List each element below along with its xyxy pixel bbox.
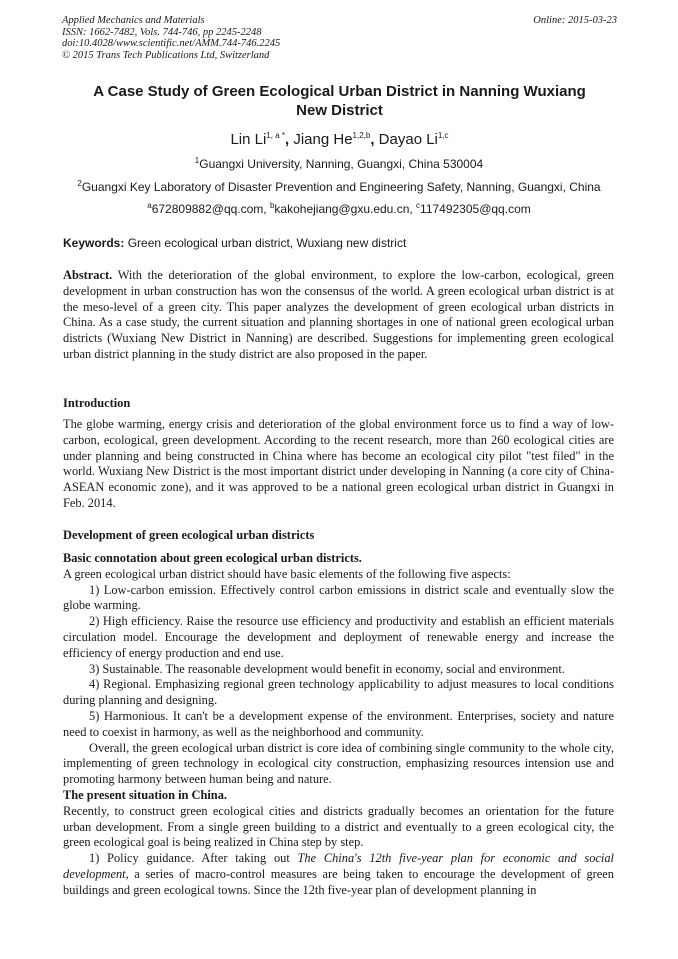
abstract-text: With the deterioration of the global environment, to explore the low-carbon, ecological, green development in urban construction has won the consensus of the world. A green ecological urban district is at the meso-level of a green city. This paper analyzes the development of green ecological urban districts in China. As a case study, the current situation and planning shortages in one of national green ecological urban districts (Wuxiang New District in Nanning) are described. Suggestions for implementing green ecological urban district planning in the study district are also proposed in the paper. <box>63 268 614 361</box>
plan-title: The China's 12th five-year plan for economic and social development <box>63 851 614 881</box>
author-sup: 1, a * <box>266 131 285 140</box>
author-name: Dayao Li <box>378 131 438 148</box>
email-address[interactable]: 672809882@qq.com, <box>151 202 270 216</box>
overall-paragraph: Overall, the green ecological urban district is core idea of combining single community to the whole city, implementing of green technology in ecological city construction, emphasizing resources intension use and promoting harmony between human being and nature. <box>63 740 614 787</box>
introduction-heading: Introduction <box>63 396 131 410</box>
policy-guidance-paragraph <box>63 851 614 898</box>
present-situation-heading: The present situation in China. <box>63 787 227 802</box>
title-line-1: A Case Study of Green Ecological Urban District in Nanning Wuxiang <box>93 83 586 100</box>
email-sup: c <box>416 201 421 210</box>
author-name: Lin Li <box>230 131 267 148</box>
doi-line: doi:10.4028/www.scientific.net/AMM.744-746.2245 <box>62 38 281 50</box>
affiliation-text: Guangxi University, Nanning, Guangxi, China 530004 <box>199 157 484 171</box>
email-address[interactable]: kakohejiang@gxu.edu.cn, <box>274 202 417 216</box>
keywords-text: Green ecological urban district, Wuxiang new district <box>127 236 407 250</box>
affiliation-sup: 1 <box>194 156 200 165</box>
development-heading: Development of green ecological urban districts <box>63 528 315 542</box>
aspect-item: 4) Regional. Emphasizing regional green technology applicability to adjust measures to local conditions during planning and designing. <box>63 677 614 708</box>
aspect-item: 3) Sustainable. The reasonable development would benefit in economy, social and environment. <box>89 661 565 676</box>
issn-line: ISSN: 1662-7482, Vols. 744-746, pp 2245-2248 <box>62 26 262 38</box>
email-sup: a <box>147 201 152 210</box>
author-name: Jiang He <box>293 131 353 148</box>
present-situation-text: Recently, to construct green ecological cities and districts gradually becomes an orientation for the future urban development. From a single green building to a district and eventually to a green ecological city, the green ecological goal is being realized in China step by step. <box>63 803 614 850</box>
journal-name: Applied Mechanics and Materials <box>62 15 205 26</box>
aspect-item: 1) Low-carbon emission. Effectively control carbon emissions in district scale and eventually slow the globe warming. <box>63 582 614 613</box>
copyright-line: © 2015 Trans Tech Publications Ltd, Switzerland <box>62 49 270 61</box>
author-list <box>62 131 617 149</box>
basic-intro: A green ecological urban district should have basic elements of the following five aspects: <box>63 566 511 581</box>
keywords <box>63 236 618 251</box>
aspect-item: 2) High efficiency. Raise the resource use efficiency and productivity and establish an efficient materials circulation model. Encourage the development and deployment of renewable energy and increase the efficiency of energy production and end use. <box>63 614 614 660</box>
email-address[interactable]: 117492305@qq.com <box>420 202 531 216</box>
online-date: Online: 2015-03-23 <box>533 15 617 26</box>
title-line-2: New District <box>296 102 383 119</box>
paper-title <box>62 82 617 120</box>
policy-text: , a series of macro-control measures are being taken to encourage the development of green buildings and green ecological towns. Since the 12th five-year plan of development planning in <box>63 866 614 897</box>
development-heading-block <box>63 528 614 544</box>
basic-connotation-heading: Basic connotation about green ecological urban districts. <box>63 551 362 565</box>
abstract-label: Abstract. <box>63 268 113 282</box>
affiliation-sup: 2 <box>77 179 82 188</box>
author-sep: , <box>370 131 379 148</box>
affiliation-text: Guangxi Key Laboratory of Disaster Prevention and Engineering Safety, Nanning, Guangxi, China <box>81 180 601 194</box>
abstract <box>63 268 614 363</box>
introduction-text: The globe warming, energy crisis and deterioration of the global environment force us to find a way of low-carbon, ecological, green development. According to the recent research, more than 260 ecological cities are under planning and being constructed in China where has become an ecological city pilot "test filed" in the world. Wuxiang New District is the most important district under developing in Nanning (a core city of China-ASEAN economic zone), and it was approved to be a national green ecological urban district in Guangxi in Feb. 2014. <box>63 417 614 510</box>
development-section <box>63 551 614 899</box>
author-sep: , <box>284 131 294 148</box>
author-sup: 1,c <box>437 131 449 140</box>
email-sup: b <box>269 201 275 210</box>
policy-text: 1) Policy guidance. After taking out <box>89 851 298 866</box>
introduction-heading-block <box>63 396 614 412</box>
affiliation-2 <box>50 180 628 195</box>
introduction <box>63 417 614 512</box>
author-sup: 1,2,b <box>352 131 371 140</box>
keywords-label: Keywords: <box>63 236 125 250</box>
affiliation-1 <box>50 157 628 172</box>
journal-header <box>62 15 617 61</box>
email-line <box>50 202 628 217</box>
aspect-item: 5) Harmonious. It can't be a development expense of the environment. Enterprises, society and nature need to coexist in harmony, as well as the neighborhood and community. <box>63 708 614 739</box>
